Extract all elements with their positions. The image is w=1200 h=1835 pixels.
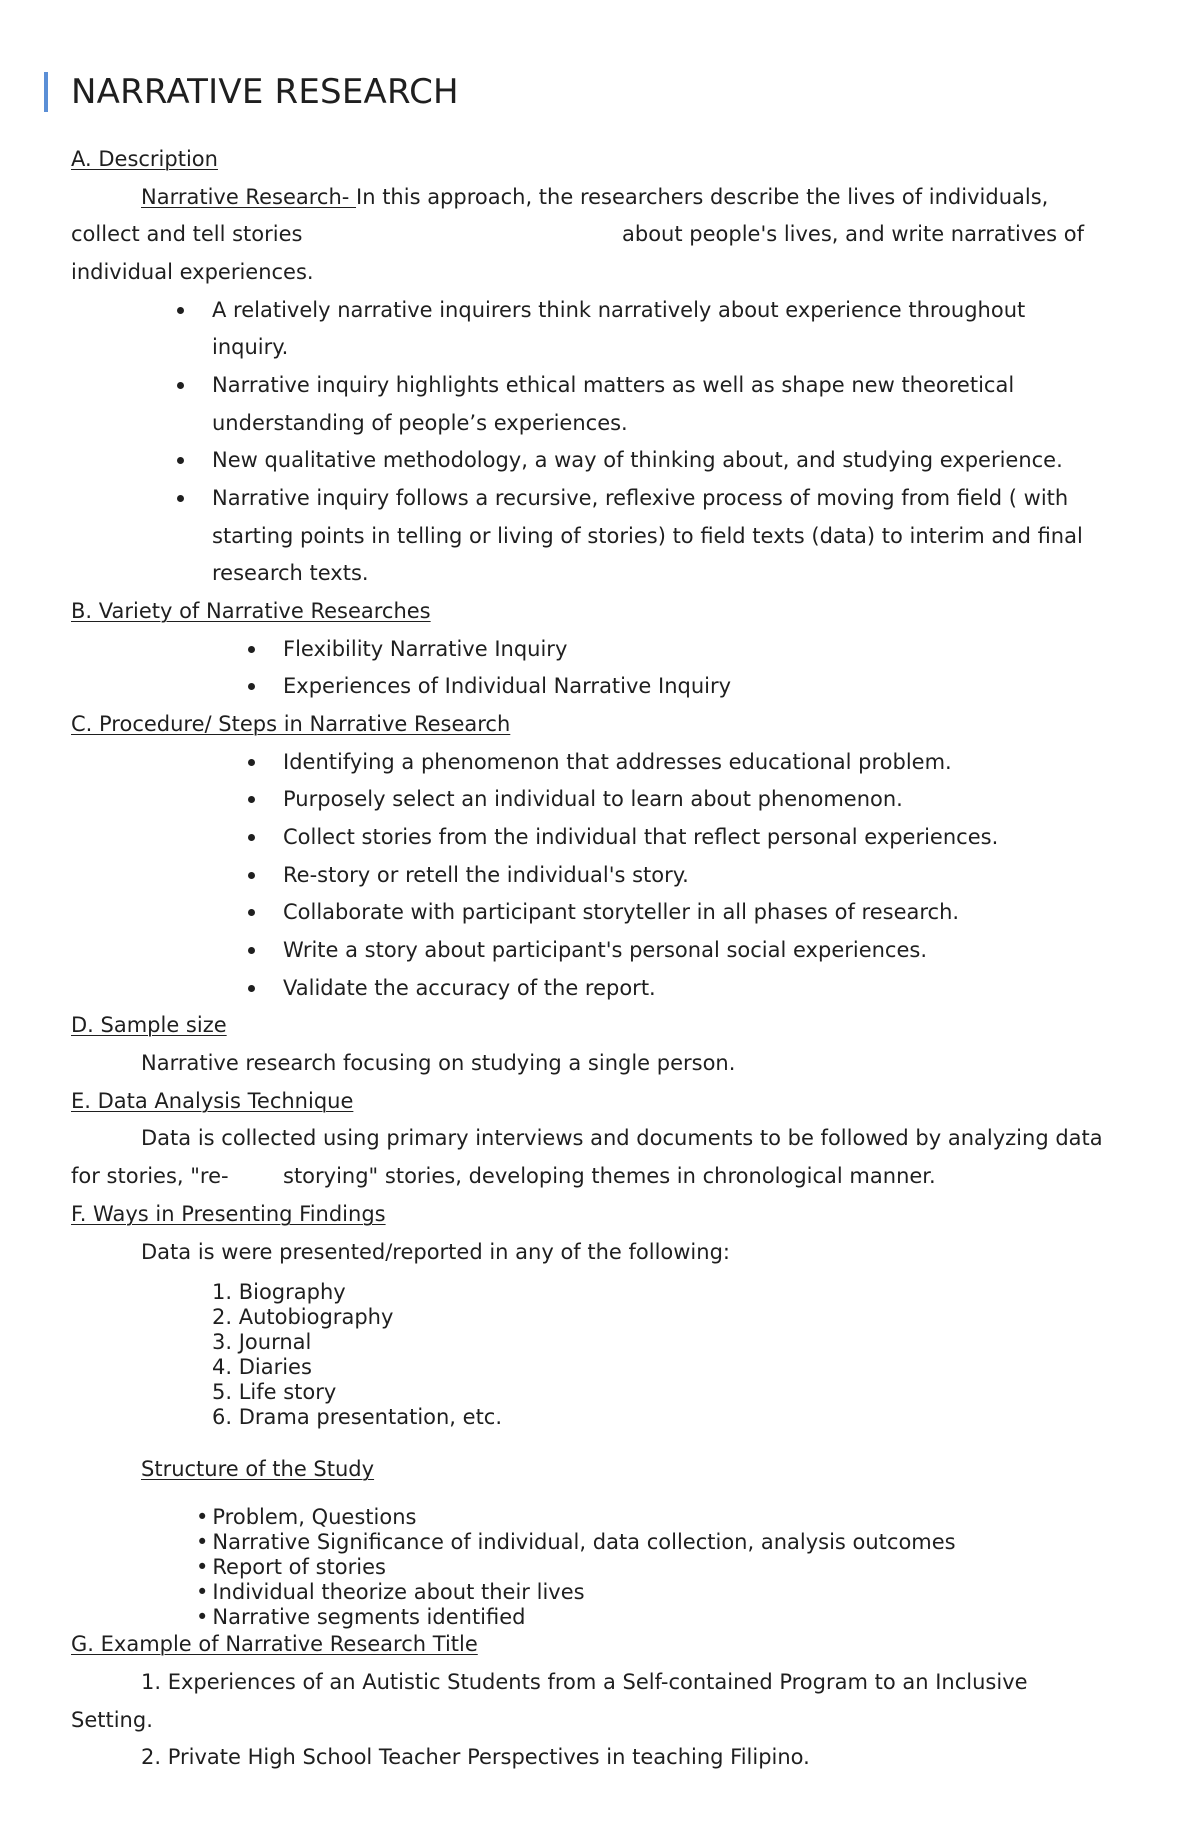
section-c-bullet-1: Identifying a phenomenon that addresses educational problem.: [283, 750, 952, 774]
section-c-bullet-3: Collect stories from the individual that reflect personal experiences.: [283, 825, 999, 849]
example-2: 2. Private High School Teacher Perspectives in teaching Filipino.: [141, 1745, 810, 1769]
bullet-dot: •: [196, 1505, 209, 1529]
section-c-bullet-5: Collaborate with participant storyteller in all phases of research.: [283, 900, 960, 924]
structure-item-4: • Individual theorize about their lives: [196, 1580, 585, 1604]
section-b-bullet-1: Flexibility Narrative Inquiry: [283, 637, 568, 661]
section-a-bullet-1-line2: inquiry.: [212, 335, 289, 359]
section-g-heading: G. Example of Narrative Research Title: [71, 1632, 478, 1656]
section-b-bullet-2: Experiences of Individual Narrative Inquiry: [283, 674, 732, 698]
structure-heading: Structure of the Study: [141, 1457, 375, 1481]
section-a-bullet-4-line1: Narrative inquiry follows a recursive, reflexive process of moving from field ( with: [212, 486, 1069, 510]
section-e-line2-part2: storying" stories, developing themes in chronological manner.: [283, 1164, 936, 1188]
section-f-heading: F. Ways in Presenting Findings: [71, 1202, 386, 1226]
section-a-bullet-3-line1: New qualitative methodology, a way of thinking about, and studying experience.: [212, 448, 1063, 472]
narrative-research-term: Narrative Research-: [141, 185, 357, 209]
structure-item-3: • Report of stories: [196, 1555, 386, 1579]
section-c-bullet-2: Purposely select an individual to learn about phenomenon.: [283, 787, 903, 811]
section-f-item-3: 3. Journal: [212, 1330, 312, 1354]
section-f-item-6: 6. Drama presentation, etc.: [212, 1405, 503, 1429]
section-c-bullet-7: Validate the accuracy of the report.: [283, 976, 656, 1000]
section-a-bullet-4-line3: research texts.: [212, 561, 369, 585]
bullet-dot: •: [196, 1555, 209, 1579]
section-a-bullet-1-line1: A relatively narrative inquirers think narratively about experience throughout: [212, 298, 1026, 322]
page-title: NARRATIVE RESEARCH: [71, 72, 459, 112]
section-a-line2-part2: about people's lives, and write narratives of: [622, 222, 1085, 246]
section-a-bullet-4-line2: starting points in telling or living of stories) to field texts (data) to interim and final: [212, 524, 1083, 548]
bullet-dot: •: [196, 1605, 209, 1629]
section-a-line1-rest: In this approach, the researchers describe the lives of individuals,: [356, 185, 1049, 209]
section-a-line2-part1: collect and tell stories: [71, 222, 303, 246]
section-a-heading: A. Description: [71, 147, 218, 171]
bullet-dot: •: [196, 1580, 209, 1604]
section-d-text: Narrative research focusing on studying a single person.: [141, 1051, 736, 1075]
example-1-line1: 1. Experiences of an Autistic Students from a Self-contained Program to an Inclusive: [141, 1670, 1028, 1694]
structure-item-5: • Narrative segments identified: [196, 1605, 526, 1629]
section-f-intro: Data is were presented/reported in any of the following:: [141, 1240, 730, 1264]
section-f-item-2: 2. Autobiography: [212, 1305, 394, 1329]
section-a-line3: individual experiences.: [71, 260, 314, 284]
section-c-heading: C. Procedure/ Steps in Narrative Research: [71, 712, 511, 736]
section-e-line1: Data is collected using primary interviews and documents to be followed by analyzing data: [141, 1126, 1103, 1150]
section-c-bullet-4: Re-story or retell the individual's story.: [283, 863, 689, 887]
section-f-item-4: 4. Diaries: [212, 1355, 312, 1379]
section-f-item-5: 5. Life story: [212, 1380, 337, 1404]
section-f-item-1: 1. Biography: [212, 1280, 346, 1304]
section-e-heading: E. Data Analysis Technique: [71, 1089, 354, 1113]
section-a-bullet-2-line2: understanding of people’s experiences.: [212, 411, 628, 435]
bullet-dot: •: [196, 1530, 209, 1554]
section-d-heading: D. Sample size: [71, 1013, 227, 1037]
section-a-bullet-2-line1: Narrative inquiry highlights ethical matters as well as shape new theoretical: [212, 373, 1015, 397]
section-a-line1: [141, 183, 1048, 211]
title-accent-bar: [44, 72, 48, 112]
example-1-line2: Setting.: [71, 1708, 153, 1732]
section-e-line2-part1: for stories, "re-: [71, 1164, 229, 1188]
section-b-heading: B. Variety of Narrative Researches: [71, 599, 431, 623]
structure-item-2: • Narrative Significance of individual, data collection, analysis outcomes: [196, 1530, 956, 1554]
structure-item-1: • Problem, Questions: [196, 1505, 417, 1529]
section-c-bullet-6: Write a story about participant's personal social experiences.: [283, 938, 928, 962]
